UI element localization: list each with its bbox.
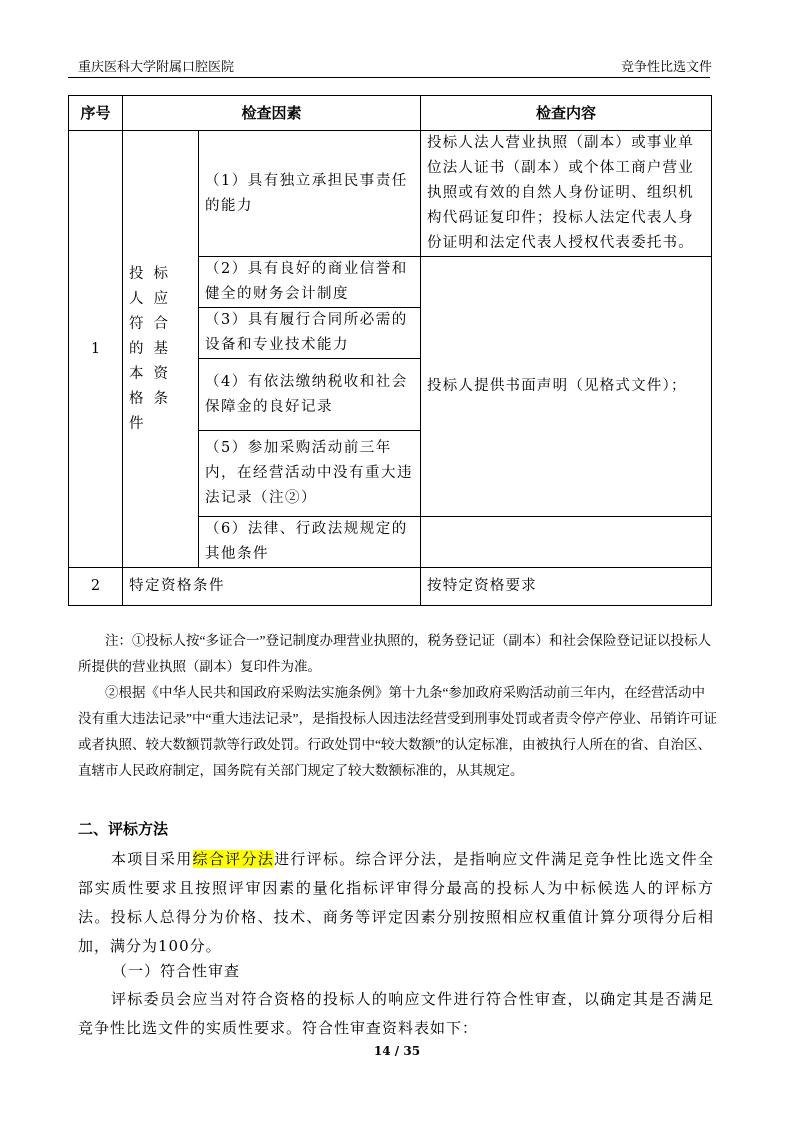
note-2: ②根据《中华人民共和国政府采购法实施条例》第十九条“参加政府采购活动前三年内，在经营活动中没有重大违法记录”中“重大违法记录”，是指投标人因违法经营受到刑事处罚或者责令停产停业、吊销许可证或者执照、较大数额罚款等行政处罚。行政处罚中“较大数额”的认定标准，由被执行人所在的省、自治区、直辖市人民政府制定，国务院有关部门规定了较大数额标准的，从其规定。 <box>78 685 717 778</box>
row1-item-3: （3）具有履行合同所必需的设备和专业技术能力 <box>199 308 421 359</box>
row1-content-empty <box>421 517 712 568</box>
row2-no: 2 <box>69 568 123 606</box>
method-paragraph <box>78 845 714 961</box>
row1-item-1: （1）具有独立承担民事责任的能力 <box>199 131 421 257</box>
header-org-name: 重庆医科大学附属口腔医院 <box>78 60 235 75</box>
table-row <box>69 131 712 257</box>
row1-content-1: 投标人法人营业执照（副本）或事业单位法人证书（副本）或个体工商户营业执照或有效的自然人身份证明、组织机构代码证复印件；投标人法定代表人身份证明和法定代表人授权代表委托书。 <box>421 131 712 257</box>
row1-content-2: 投标人提供书面声明（见格式文件）； <box>421 257 712 517</box>
table-row <box>69 568 712 606</box>
section-title: 二、评标方法 <box>78 820 169 838</box>
notes <box>78 628 718 784</box>
row1-category: 投标人应符合的基本资格条件 <box>123 131 199 568</box>
header-no: 序号 <box>69 96 123 131</box>
row2-factor: 特定资格条件 <box>123 568 421 606</box>
note-1: 注：①投标人按“多证合一”登记制度办理营业执照的，税务登记证（副本）和社会保险登记证以投标人所提供的营业执照（副本）复印件为准。 <box>78 633 711 674</box>
para1-before: 本项目采用 <box>111 850 193 868</box>
header-rule <box>68 77 710 78</box>
row1-no: 1 <box>69 131 123 568</box>
row1-item-5: （5）参加采购活动前三年内，在经营活动中没有重大违法记录（注②） <box>199 431 421 517</box>
header-content: 检查内容 <box>421 96 712 131</box>
review-paragraph: 评标委员会应当对符合资格的投标人的响应文件进行符合性审查，以确定其是否满足竞争性比选文件的实质性要求。符合性审查资料表如下： <box>78 990 714 1037</box>
para1-after: 进行评标。综合评分法，是指响应文件满足竞争性比选文件全部实质性要求且按照评审因素的量化指标评审得分最高的投标人为中标候选人的评标方法。投标人总得分为价格、技术、商务等评定因素分别按照相应权重值计算分项得分后相加，满分为100分。 <box>78 850 714 955</box>
row2-content: 按特定资格要求 <box>421 568 712 606</box>
highlighted-method: 综合评分法 <box>192 850 275 868</box>
qualification-table <box>68 95 712 606</box>
sub-heading: （一）符合性审查 <box>112 962 241 980</box>
row1-item-4: （4）有依法缴纳税收和社会保障金的良好记录 <box>199 359 421 431</box>
table-header-row <box>69 96 712 131</box>
row1-item-2: （2）具有良好的商业信誉和健全的财务会计制度 <box>199 257 421 308</box>
header-doc-type: 竞争性比选文件 <box>620 60 712 75</box>
header-factor: 检查因素 <box>123 96 421 131</box>
row1-item-6: （6）法律、行政法规规定的其他条件 <box>199 517 421 568</box>
page-number: 14 / 35 <box>373 1044 421 1058</box>
